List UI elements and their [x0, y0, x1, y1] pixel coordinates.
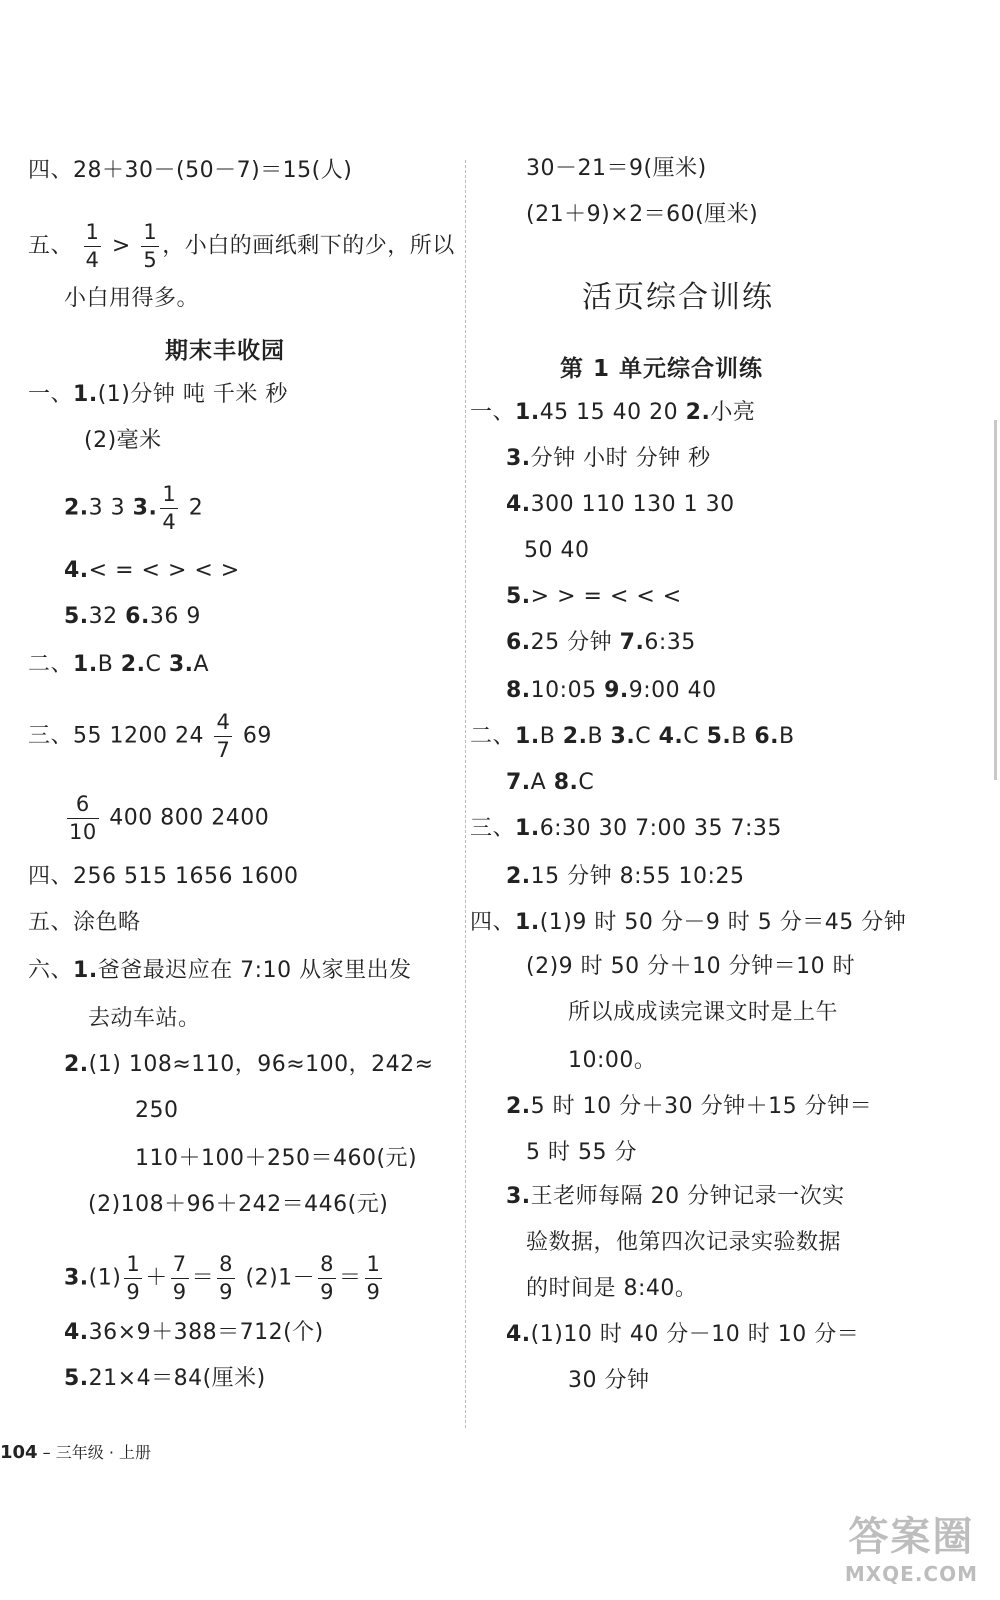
answer-line [64, 602, 201, 632]
answer-text: (1)分钟 吨 千米 秒 [97, 382, 288, 407]
answer-text: (2)毫米 [84, 428, 162, 453]
question-number: 7. [506, 770, 531, 795]
answer-text: 分钟 小时 分钟 秒 [530, 446, 711, 471]
answer-text: 69 [235, 723, 272, 749]
question-number: 2. [506, 1094, 531, 1119]
page-edge-shadow [994, 420, 997, 780]
answer-text: 小白用得多。 [64, 286, 200, 311]
page-number: 104 [0, 1442, 38, 1463]
answer-line [470, 722, 795, 752]
fraction: $\frac{1}{9}$ [366, 1252, 381, 1304]
fraction: $\frac{6}{10}$ [69, 792, 97, 844]
question-number: 3. [168, 652, 194, 677]
answer-text: 55 1200 24 [73, 723, 212, 749]
answer-text: 25 分钟 [530, 630, 620, 655]
question-number: 4. [506, 1322, 531, 1347]
answer-text: 32 [88, 604, 126, 629]
answer-line [506, 490, 735, 520]
answer-line [64, 794, 269, 843]
answer-text: 30 分钟 [568, 1368, 650, 1393]
answer-text: 21×4＝84(厘米) [88, 1366, 266, 1391]
answer-text: 15 分钟 8:55 10:25 [530, 864, 745, 889]
answer-line [568, 998, 838, 1028]
answer-text: 爸爸最迟应在 7:10 从家里出发 [97, 958, 412, 983]
answer-line [88, 1004, 201, 1034]
question-number: 4. [64, 1320, 89, 1345]
question-number: 3. [506, 446, 531, 471]
answer-text: B [539, 724, 563, 749]
question-number: 2. [506, 864, 531, 889]
answer-line [64, 1050, 434, 1080]
answer-line [526, 1274, 697, 1304]
answer-text: 9:00 40 [628, 678, 717, 703]
answer-line [506, 582, 682, 612]
answer-text: C [683, 724, 707, 749]
section-label: 四、 [470, 910, 516, 935]
answer-text: (1) [88, 1265, 122, 1291]
answer-line [84, 426, 162, 456]
answer-text: C [635, 724, 659, 749]
answer-line [506, 768, 594, 798]
answer-text: 涂色略 [73, 910, 141, 935]
answer-line [506, 1320, 859, 1350]
answer-line [64, 1254, 385, 1303]
answer-text: B [779, 724, 795, 749]
question-number: 3. [610, 724, 636, 749]
fraction: $\frac{1}{9}$ [126, 1252, 141, 1304]
answer-text: 50 40 [524, 538, 590, 563]
answer-text: C [578, 770, 595, 795]
answer-text: 28＋30－(50－7)＝15(人) [73, 158, 353, 183]
question-number: 1. [515, 910, 540, 935]
grade-label: 三年级 · 上册 [55, 1443, 152, 1462]
fraction: $\frac{4}{7}$ [216, 710, 231, 762]
footer-separator: – [37, 1443, 56, 1462]
section-label: 一、 [470, 400, 516, 425]
question-number: 3. [506, 1184, 531, 1209]
answer-line [28, 862, 298, 892]
fraction: $\frac{1}{4}$ [162, 482, 177, 534]
answer-line [506, 628, 696, 658]
fraction: $\frac{7}{9}$ [172, 1252, 187, 1304]
answer-text: 10:00。 [568, 1048, 657, 1073]
answer-line [524, 536, 589, 566]
answer-line [506, 676, 717, 706]
answer-text: 5 时 55 分 [526, 1140, 637, 1165]
question-number: 1. [73, 958, 98, 983]
section-title: 活页综合训练 [582, 280, 774, 315]
section-label: 六、 [28, 958, 74, 983]
answer-text: 30－21＝9(厘米) [526, 156, 707, 181]
answer-line [470, 398, 755, 428]
answer-line [506, 862, 744, 892]
answer-text: (2)9 时 50 分＋10 分钟＝10 时 [526, 954, 856, 979]
answer-text: 36 9 [149, 604, 201, 629]
operator: ＝ [339, 1265, 362, 1291]
answer-line [88, 1190, 388, 1220]
answer-line [64, 484, 203, 533]
question-number: 2. [120, 652, 146, 677]
answer-text: C [145, 652, 169, 677]
section-heading: 期末丰收园 [165, 338, 285, 364]
section-label: 五、 [28, 233, 74, 259]
answer-text: 6:35 [644, 630, 696, 655]
answer-text: 验数据，他第四次记录实验数据 [526, 1230, 842, 1255]
question-number: 4. [506, 492, 531, 517]
answer-line [470, 814, 782, 844]
answer-text: (1) 108≈110，96≈100，242≈ [88, 1052, 434, 1077]
answer-line [64, 284, 199, 314]
answer-text: A [530, 770, 554, 795]
section-label: 二、 [470, 724, 516, 749]
fraction: $\frac{8}{9}$ [320, 1252, 335, 1304]
question-number: 1. [515, 400, 540, 425]
watermark-url: MXQE.COM [844, 1562, 978, 1586]
question-number: 4. [64, 558, 89, 583]
question-number: 2. [64, 495, 89, 521]
answer-text: (2)108＋96＋242＝446(元) [88, 1192, 389, 1217]
answer-line [526, 154, 707, 184]
answer-text: (21＋9)×2＝60(厘米) [526, 202, 759, 227]
answer-line [28, 156, 352, 186]
answer-line [506, 1182, 845, 1212]
section-label: 五、 [28, 910, 74, 935]
section-label: 四、 [28, 158, 74, 183]
answer-line [135, 1096, 179, 1126]
operator: ＋ [145, 1265, 168, 1291]
answer-line [526, 200, 758, 230]
answer-line [568, 1366, 650, 1396]
answer-text: 5 时 10 分＋30 分钟＋15 分钟＝ [530, 1094, 873, 1119]
answer-text: (2)1－ [238, 1265, 316, 1291]
answer-line [135, 1144, 417, 1174]
answer-line [506, 1092, 872, 1122]
answer-text: 256 515 1656 1600 [73, 864, 299, 889]
answer-line [64, 1318, 324, 1348]
answer-text: 去动车站。 [88, 1006, 201, 1031]
answer-text: B [587, 724, 611, 749]
question-number: 5. [506, 584, 531, 609]
fraction: $\frac{1}{4}$ [85, 220, 100, 272]
unit-heading: 第 1 单元综合训练 [560, 356, 764, 382]
answer-text: > > = < < < [530, 584, 682, 609]
answer-text: B [731, 724, 755, 749]
answer-line [470, 908, 906, 938]
answer-text: 300 110 130 1 30 [530, 492, 735, 517]
answer-text: (1)9 时 50 分－9 时 5 分＝45 分钟 [539, 910, 907, 935]
answer-text: ，小白的画纸剩下的少，所以 [162, 233, 455, 259]
answer-text: 400 800 2400 [101, 805, 270, 831]
fraction: $\frac{8}{9}$ [219, 1252, 233, 1304]
question-number: 5. [706, 724, 732, 749]
section-label: 三、 [470, 816, 516, 841]
answer-text: 的时间是 8:40。 [526, 1276, 698, 1301]
question-number: 9. [604, 678, 629, 703]
answer-text: 王老师每隔 20 分钟记录一次实 [530, 1184, 845, 1209]
answer-text: 6:30 30 7:00 35 7:35 [539, 816, 782, 841]
answer-line [28, 908, 141, 938]
answer-line [28, 380, 288, 410]
question-number: 5. [64, 1366, 89, 1391]
question-number: 4. [658, 724, 684, 749]
question-number: 6. [125, 604, 150, 629]
page-footer [0, 1440, 151, 1463]
answer-text: 小亮 [710, 400, 756, 425]
answer-text: 110＋100＋250＝460(元) [135, 1146, 418, 1171]
question-number: 7. [619, 630, 645, 655]
answer-text: (1)10 时 40 分－10 时 10 分＝ [530, 1322, 860, 1347]
question-number: 3. [132, 495, 158, 521]
question-number: 8. [553, 770, 579, 795]
answer-line [28, 956, 412, 986]
operator: ＝ [191, 1265, 215, 1291]
question-number: 6. [754, 724, 780, 749]
answer-line [64, 1364, 266, 1394]
answer-text: 3 3 [88, 495, 133, 521]
question-number: 8. [506, 678, 531, 703]
question-number: 2. [562, 724, 588, 749]
answer-text: 36×9＋388＝712(个) [88, 1320, 324, 1345]
fraction: $\frac{1}{5}$ [143, 220, 158, 272]
section-label: 一、 [28, 382, 74, 407]
question-number: 6. [506, 630, 531, 655]
answer-text: 2 [181, 495, 204, 521]
answer-line [64, 556, 240, 586]
section-label: 四、 [28, 864, 74, 889]
question-number: 2. [685, 400, 711, 425]
answer-text: B [97, 652, 121, 677]
answer-line [526, 1138, 637, 1168]
answer-text: < = < > < > [88, 558, 240, 583]
section-label: 二、 [28, 652, 74, 677]
question-number: 5. [64, 604, 89, 629]
answer-text: 所以成成读完课文时是上午 [568, 1000, 839, 1025]
question-number: 1. [515, 724, 540, 749]
answer-line [526, 952, 855, 982]
answer-line [28, 712, 272, 761]
answer-text: 10:05 [530, 678, 605, 703]
answer-text: 250 [135, 1098, 179, 1123]
answer-text: A [193, 652, 210, 677]
question-number: 2. [64, 1052, 89, 1077]
watermark-text: 答案圈 [848, 1514, 975, 1560]
answer-line [506, 444, 711, 474]
watermark-logo [845, 1505, 978, 1586]
question-number: 1. [73, 382, 98, 407]
question-number: 1. [515, 816, 540, 841]
question-number: 3. [64, 1265, 89, 1291]
answer-line [568, 1046, 656, 1076]
answer-line [526, 1228, 841, 1258]
operator: > [104, 233, 139, 259]
section-label: 三、 [28, 723, 74, 749]
column-divider [465, 160, 466, 1428]
question-number: 1. [73, 652, 98, 677]
answer-line [28, 222, 455, 271]
answer-text: 45 15 40 20 [539, 400, 686, 425]
answer-line [28, 650, 209, 680]
